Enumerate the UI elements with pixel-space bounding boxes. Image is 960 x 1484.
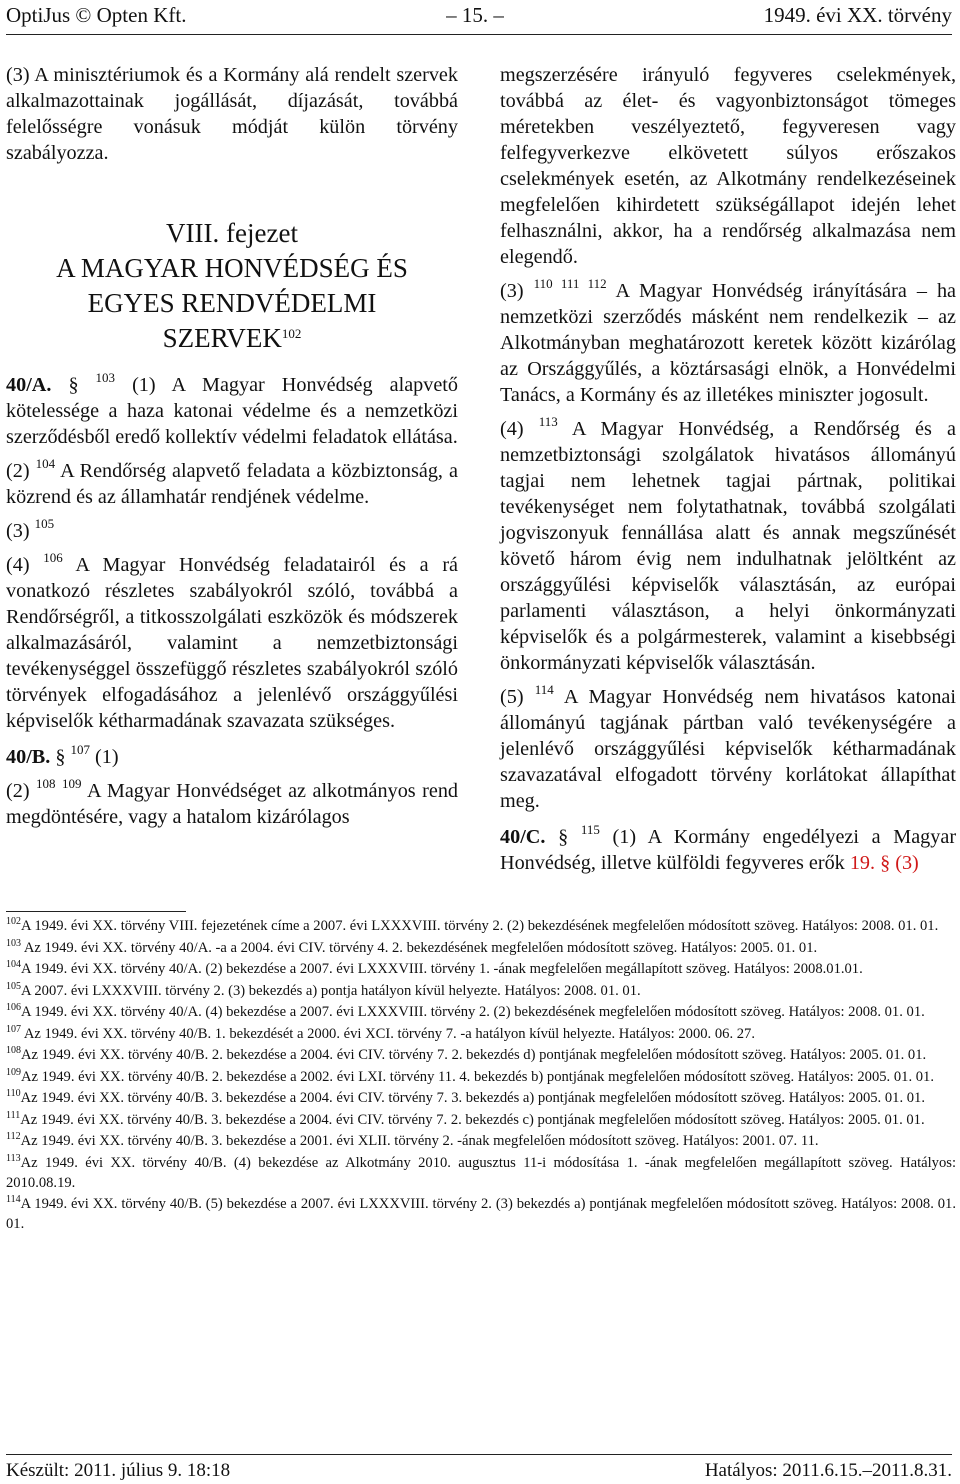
footnote-ref-115[interactable]: 115	[580, 822, 600, 837]
footnote-105: $^{105}$A 2007. évi LXXXVIII. törvény 2. (3) bekezdés a) pontja hatályon kívül helyezte. Hatályos: 2008. 01. 01.	[6, 980, 641, 999]
chapter-title-line-2: EGYES RENDVÉDELMI	[87, 288, 377, 318]
page-footer	[6, 1460, 952, 1482]
chapter-number: VIII. fejezet	[166, 218, 298, 248]
right-column	[500, 62, 956, 884]
para-number: (4)	[500, 418, 524, 440]
section-40b-para-5	[500, 684, 956, 814]
section-40c-title: 40/C.	[500, 826, 546, 848]
para-number: (2)	[6, 460, 30, 482]
para-text: A Magyar Honvédség feladatairól és a rá vonatkozó részletes szabályokról szóló, továbbá a Rendőrségről, a titkosszolgálati eszközök és módszerek alkalmazásáról, valamint a nemzetbiztonsági tevékenységgel összefüggő részletes szabályokról szóló törvények elfogadásához a jelenlévő országgyűlési képviselők kétharmadának szavazata szükséges.	[6, 554, 458, 732]
section-40b-title: 40/B.	[6, 746, 51, 768]
footnote-110: $^{110}$Az 1949. évi XX. törvény 40/B. 3. bekezdése a 2004. évi CIV. törvény 7. 3. bekezdés a) pontjának megfelelően módosított szöveg. Hatályos: 2005. 01. 01.	[6, 1088, 925, 1106]
footnote-divider	[6, 911, 186, 912]
footnote-ref-102[interactable]: 102	[281, 326, 302, 341]
para-number: (2)	[6, 780, 30, 802]
footnote-ref-114[interactable]: 114	[534, 682, 554, 697]
footnote-112: $^{112}$Az 1949. évi XX. törvény 40/B. 3. bekezdése a 2001. évi XLII. törvény 2. -ának megfelelően módosított szöveg. Hatályos: 2001. 07. 11.	[6, 1131, 819, 1149]
header-publisher: OptiJus © Opten Kft.	[6, 2, 187, 27]
para-text: A Rendőrség alapvető feladata a közbiztonság, a közrend és az államhatár rendjének védelme.	[6, 460, 459, 508]
para-number: (1)	[132, 374, 156, 396]
chapter-title-line-3: SZERVEK$^{102}$	[162, 323, 302, 353]
footnote-102: $^{102}$A 1949. évi XX. törvény VIII. fejezetének címe a 2007. évi LXXXVIII. törvény 2. (2) bekezdésének megfelelően módosított szöveg. Hatályos: 2008. 01. 01.	[6, 916, 939, 934]
section-40a-para-3	[6, 518, 458, 544]
footnotes	[6, 916, 956, 1236]
footnote-113: $^{113}$Az 1949. évi XX. törvény 40/B. (4) bekezdése az Alkotmány 2010. augusztus 11-i módosítása 1. -ának megfelelően megállapított szöveg. Hatályos: 2010.08.19.	[6, 1152, 956, 1191]
footnote-ref-105[interactable]: 105	[34, 516, 55, 531]
chapter-title-line-1: A MAGYAR HONVÉDSÉG ÉS	[56, 253, 408, 283]
section-40c-para-1	[500, 824, 956, 876]
section-40a-para-2	[6, 458, 458, 510]
para-number: (1)	[612, 826, 637, 848]
footnote-ref-113[interactable]: 113	[538, 414, 558, 429]
footnote-103: $^{103}$ Az 1949. évi XX. törvény 40/A. -a a 2004. évi CIV. törvény 4. 2. bekezdésének megfelelően módosított szöveg. Hatályos: 2005. 01. 01.	[6, 937, 818, 956]
footnote-111: $^{111}$Az 1949. évi XX. törvény 40/B. 3. bekezdése a 2004. évi CIV. törvény 7. 2. bekezdés c) pontjának megfelelően módosított szöveg. Hatályos: 2005. 01. 01.	[6, 1109, 925, 1128]
footnote-104: $^{104}$A 1949. évi XX. törvény 40/A. (2) bekezdése a 2007. évi LXXXVIII. törvény 1. -ának megfelelően megállapított szöveg. Hatályos: 2008.01.01.	[6, 959, 863, 977]
header-law-title: 1949. évi XX. törvény	[763, 2, 952, 27]
para-number: (3)	[6, 520, 30, 542]
page-header	[6, 2, 952, 28]
footnote-107: $^{107}$ Az 1949. évi XX. törvény 40/B. 1. bekezdését a 2000. évi XCI. törvény 7. -a hatályon kívül helyezte. Hatályos: 2000. 06. 27.	[6, 1023, 755, 1042]
footnote-ref-109[interactable]: 109	[62, 776, 82, 791]
footnote-ref-107[interactable]: 107	[70, 742, 90, 757]
section-sign: §	[68, 374, 79, 396]
footnote-ref-110-112[interactable]: 110 111 112	[533, 276, 607, 291]
paragraph-3-intro: (3) A minisztériumok és a Kormány alá rendelt szervek alkalmazottainak jogállását, díjazását, továbbá felelősségre vonásuk módját külön törvény szabályozza.	[6, 64, 458, 164]
footnote-ref-104[interactable]: 104	[35, 456, 56, 471]
section-40b-para-2-cont: megszerzésére irányuló fegyveres cselekmények, továbbá az élet- és vagyonbiztonságot tömeges méretekben veszélyeztető, fegyveresen vagy felfegyverkezve elkövetett súlyos erőszakos cselekmények esetén, az Alkotmány rendelkezéseinek megfelelően kihirdetett szükségállapot idején lehet felhasználni, akkor, ha a rendőrség alkalmazása nem elegendő.	[500, 64, 956, 268]
cross-reference-link-3[interactable]: (3)	[895, 852, 919, 874]
para-text: A Magyar Honvédség alapvető kötelessége a haza katonai védelme és a nemzetközi szerződésből eredő kollektív védelmi feladatok ellátása.	[6, 374, 459, 448]
section-40b-para-2	[6, 778, 458, 830]
footer-created: Készült: 2011. július 9. 18:18	[6, 1460, 231, 1481]
para-number: (3)	[500, 280, 524, 302]
header-page-number: – 15. –	[446, 2, 504, 27]
para-text: A Magyar Honvédség, a Rendőrség és a nemzetbiztonsági szolgálatok hivatásos állományú tagjai nem lehetnek tagjai pártnak, politikai tevékenységet nem folytathatnak, továbbá szolgálati jogviszonyuk fennállása alatt és annak megszűnését követő három évig nem indulhatnak jelöltként az országgyűlési képviselők választásán, az európai parlamenti választáson, a helyi önkormányzati képviselők és a polgármesterek, valamint a kisebbségi önkormányzati képviselők választásán.	[500, 418, 956, 674]
section-40b-para-3	[500, 278, 956, 408]
para-text: A Magyar Honvédség nem hivatásos katonai állományú tagjának pártban való tevékenységére a jelenlévő országgyűlési képviselők kétharmadának szavazatával elfogadott törvény korlátokat állapíthat meg.	[500, 686, 957, 812]
section-sign: §	[558, 826, 569, 848]
section-40a-para-1	[6, 372, 458, 450]
header-divider	[6, 34, 952, 35]
para-number: (4)	[6, 554, 30, 576]
footnote-114: $^{114}$A 1949. évi XX. törvény 40/B. (5) bekezdése a 2007. évi LXXXVIII. törvény 2. (3) bekezdés a) pontjának megfelelően módosított szöveg. Hatályos: 2008. 01. 01.	[6, 1194, 956, 1232]
footnote-ref-108[interactable]: 108	[36, 776, 56, 791]
section-sign: §	[55, 746, 66, 768]
section-40a-title: 40/A.	[6, 374, 52, 396]
footnote-108: $^{108}$Az 1949. évi XX. törvény 40/B. 2. bekezdése a 2004. évi CIV. törvény 7. 2. bekezdés d) pontjának megfelelően módosított szöveg. Hatályos: 2005. 01. 01.	[6, 1045, 927, 1063]
para-number: (5)	[500, 686, 524, 708]
footer-divider	[6, 1454, 952, 1455]
para-text: A Magyar Honvédség irányítására – ha nemzetközi szerződés másként nem rendelkezik – az Alkotmányban meghatározott keretek között kizárólag az Országgyűlés, a köztársasági elnök, a Honvédelmi Tanács, a Kormány és az illetékes miniszter jogosult.	[500, 280, 957, 406]
footnote-ref-103[interactable]: 103	[95, 370, 116, 385]
section-40a-para-4	[6, 552, 458, 734]
left-column	[6, 62, 458, 838]
footnote-ref-106[interactable]: 106	[43, 550, 63, 565]
para-text: A Kormány engedélyezi a Magyar Honvédség, illetve külföldi fegyveres erők	[500, 826, 957, 874]
footnote-106: $^{106}$A 1949. évi XX. törvény 40/A. (4) bekezdése a 2007. évi LXXXVIII. törvény 2. (2) bekezdésének megfelelően módosított szöveg. Hatályos: 2008. 01. 01.	[6, 1002, 925, 1020]
chapter-heading	[6, 216, 458, 356]
section-40b-para-4	[500, 416, 956, 676]
footnote-109: $^{109}$Az 1949. évi XX. törvény 40/B. 2. bekezdése a 2002. évi LXI. törvény 11. 4. bekezdés b) pontjának megfelelően módosított szöveg. Hatályos: 2005. 01. 01.	[6, 1066, 934, 1085]
section-40b-para-1	[6, 744, 458, 770]
footer-effective: Hatályos: 2011.6.15.–2011.8.31.	[704, 1460, 952, 1481]
para-number: (1)	[95, 746, 119, 768]
para-text: A Magyar Honvédséget az alkotmányos rend megdöntésére, vagy a hatalom kizárólagos	[6, 780, 459, 828]
cross-reference-link-19[interactable]: 19. §	[849, 852, 891, 874]
